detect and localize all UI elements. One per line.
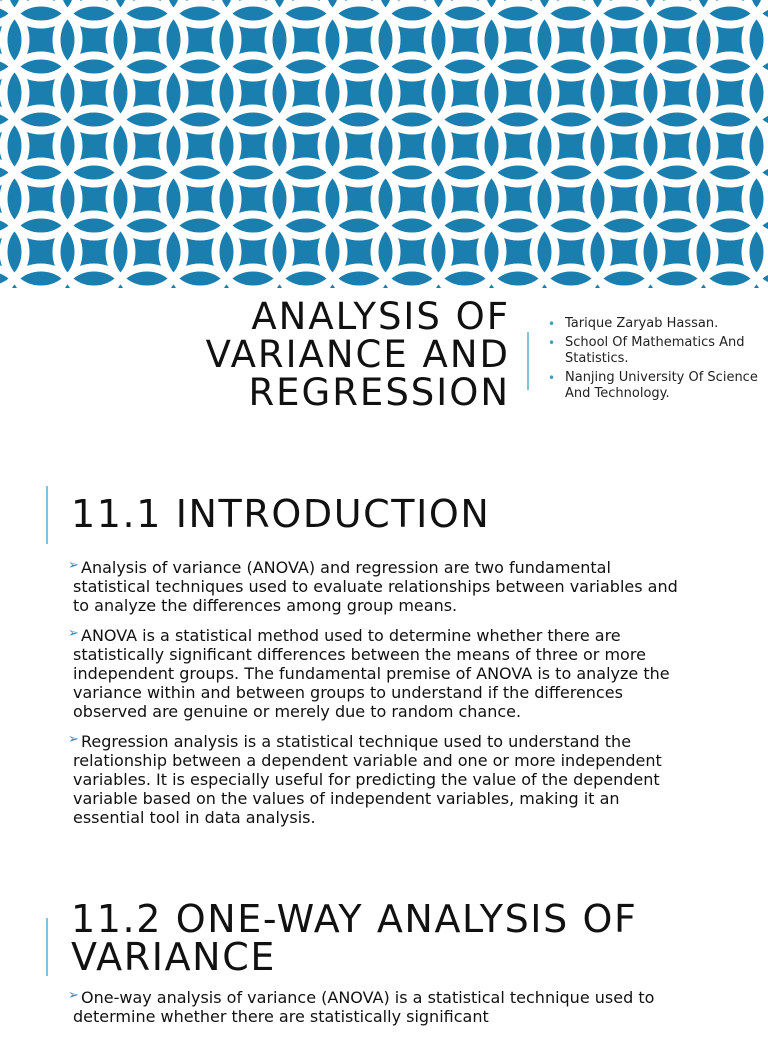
author-info-list: [548, 316, 763, 405]
paragraph-text: Regression analysis is a statistical technique used to understand the relationship between a dependent variable and one or more independent variables. It is especially useful for predicting the value of the dependent variable based on the values of independent variables, making it an essential tool in data analysis.: [73, 732, 662, 827]
banner-ring-pattern: [0, 0, 768, 288]
section-divider: [46, 486, 48, 544]
header-banner-pattern: [0, 0, 768, 288]
title-divider: [527, 332, 529, 390]
section-heading-one-way-anova: [71, 897, 638, 979]
heading-line: 11.2 ONE-WAY ANALYSIS OF: [71, 897, 638, 941]
one-way-anova-paragraphs: [68, 988, 683, 1037]
paragraph: [68, 558, 683, 615]
author-university: • Nanjing University Of Science And Technology.: [548, 370, 763, 403]
arrow-bullet-icon: ➢: [68, 558, 79, 573]
arrow-bullet-icon: ➢: [68, 988, 79, 1003]
author-name: • Tarique Zaryab Hassan.: [548, 316, 763, 333]
paragraph: [68, 626, 683, 721]
section-heading-introduction: [71, 492, 491, 536]
heading-line: 11.1 INTRODUCTION: [71, 492, 491, 536]
heading-line: VARIANCE: [71, 935, 276, 979]
title-line: VARIANCE AND: [205, 333, 510, 376]
document-title: [205, 295, 510, 414]
arrow-bullet-icon: ➢: [68, 732, 79, 747]
paragraph-text: ANOVA is a statistical method used to determine whether there are statistically significant differences between the means of three or more independent groups. The fundamental premise of ANOVA is to analyze the variance within and between groups to understand if the differences observed are genuine or merely due to random chance.: [73, 626, 670, 721]
paragraph-text: One-way analysis of variance (ANOVA) is a statistical technique used to determine whether there are statistically significant: [73, 988, 655, 1026]
paragraph: [68, 988, 683, 1026]
introduction-paragraphs: [68, 558, 683, 838]
arrow-bullet-icon: ➢: [68, 626, 79, 641]
author-school: • School Of Mathematics And Statistics.: [548, 335, 763, 368]
paragraph: [68, 732, 683, 827]
section-divider: [46, 918, 48, 976]
title-line: REGRESSION: [248, 371, 510, 414]
paragraph-text: Analysis of variance (ANOVA) and regression are two fundamental statistical techniques used to evaluate relationships between variables and to analyze the differences among group means.: [73, 558, 678, 615]
title-line: ANALYSIS OF: [251, 295, 510, 338]
